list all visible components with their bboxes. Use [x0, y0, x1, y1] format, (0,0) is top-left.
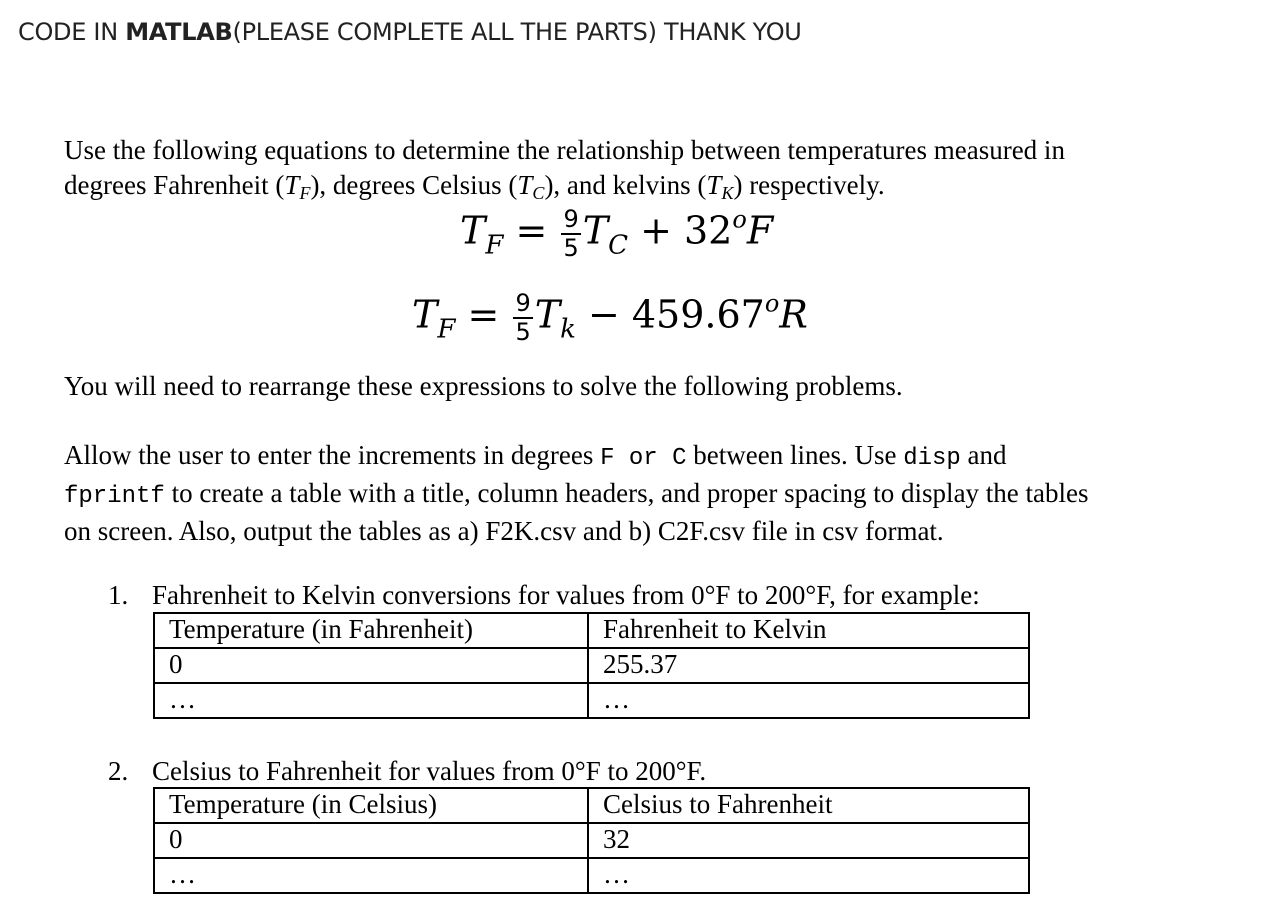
table-row: [154, 683, 1029, 718]
fraction-9-over-5: $\frac{9}{5}$: [563, 205, 579, 262]
table-f-to-k: [153, 612, 1030, 719]
table-cell: …: [154, 683, 588, 718]
instructions-paragraph: Allow the user to enter the increments in degrees F or C between lines. Use disp and fprintf to create a table with a title, column headers, and proper spacing to display the tables on screen. Also, output the tables as a) F2K.csv and b) C2F.csv file in csv format.: [64, 440, 1089, 546]
fraction-9-over-5: $\frac{9}{5}$: [515, 289, 531, 346]
table-header-row: [154, 613, 1029, 648]
problem-1: 1. Fahrenheit to Kelvin conversions for values from 0°F to 200°F, for example:: [108, 580, 980, 610]
rearrange-text: You will need to rearrange these expressions to solve the following problems.: [64, 371, 903, 401]
table-cell: 255.37: [588, 648, 1029, 683]
table-cell: 32: [588, 823, 1029, 858]
table-header-row: [154, 788, 1029, 823]
header-bold: MATLAB: [125, 18, 233, 46]
header-cell: Fahrenheit to Kelvin: [588, 613, 1029, 648]
table-row: [154, 858, 1029, 893]
table-cell: …: [154, 858, 588, 893]
header-suffix: (PLEASE COMPLETE ALL THE PARTS) THANK YOU: [232, 18, 802, 46]
table-row: [154, 823, 1029, 858]
table-cell: …: [588, 858, 1029, 893]
header-cell: Temperature (in Fahrenheit): [154, 613, 588, 648]
table-cell: …: [588, 683, 1029, 718]
equation-1: $T_F$ = $\frac{9}{5}$ $T_C + 32^oF$: [460, 205, 774, 262]
problem-2: 2. Celsius to Fahrenheit for values from 0°F to 200°F.: [108, 756, 707, 786]
code-f-or-c: F or C: [600, 445, 687, 472]
header-prefix: CODE IN: [18, 18, 126, 46]
header-cell: Celsius to Fahrenheit: [588, 788, 1029, 823]
table-cell: 0: [154, 648, 588, 683]
table-row: [154, 648, 1029, 683]
page-header: [18, 18, 802, 46]
equation-2: $T_F$ = $\frac{9}{5}$ $T_k - 459.67^oR$: [412, 289, 808, 346]
intro-paragraph: [64, 133, 1244, 203]
intro-line-1: Use the following equations to determine the relationship between temperatures measured in: [64, 135, 1065, 165]
code-disp: disp: [903, 445, 961, 472]
header-cell: Temperature (in Celsius): [154, 788, 588, 823]
code-fprintf: fprintf: [64, 483, 165, 510]
intro-line-2: degrees Fahrenheit $(T_F)$, degrees Celsius $(T_C)$, and kelvins $(T_K)$ respectively.: [64, 170, 885, 203]
table-c-to-f: [153, 787, 1030, 894]
table-cell: 0: [154, 823, 588, 858]
